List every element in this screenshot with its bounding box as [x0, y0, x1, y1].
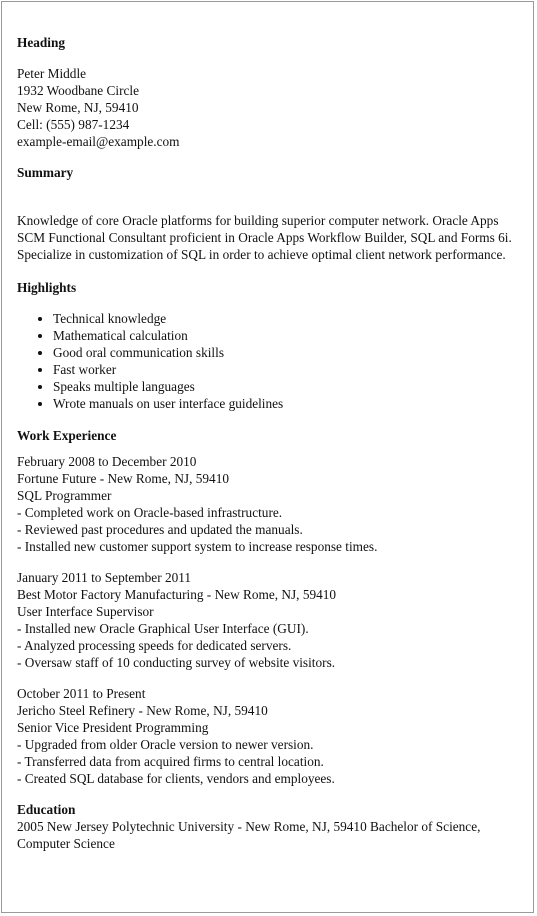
contact-city: New Rome, NJ, 59410 — [17, 100, 139, 115]
job-entry — [17, 453, 522, 555]
section-title-education: Education — [17, 802, 76, 817]
list-item: • Fast worker — [53, 361, 522, 378]
summary-text: Knowledge of core Oracle platforms for building superior computer network. Oracle Apps SCM Functional Consultant proficient in Oracle Apps Workflow Builder, SQL and Forms 6i. Specialize in customization of SQL in order to achieve optimal client network performance. — [17, 213, 512, 262]
job-dates: October 2011 to Present — [17, 686, 146, 701]
job-duty: - Upgraded from older Oracle version to newer version. — [17, 737, 314, 752]
job-duty: - Transferred data from acquired firms to central location. — [17, 754, 324, 769]
resume-content — [17, 34, 522, 852]
list-item: • Good oral communication skills — [53, 344, 522, 361]
job-duty: - Created SQL database for clients, vendors and employees. — [17, 771, 335, 786]
job-company: Fortune Future - New Rome, NJ, 59410 — [17, 471, 229, 486]
section-heading — [17, 34, 522, 150]
job-company: Jericho Steel Refinery - New Rome, NJ, 59410 — [17, 703, 268, 718]
resume-page — [1, 1, 534, 913]
job-role: Senior Vice President Programming — [17, 720, 209, 735]
section-education — [17, 801, 522, 852]
job-company: Best Motor Factory Manufacturing - New Rome, NJ, 59410 — [17, 587, 337, 602]
job-duty: - Completed work on Oracle-based infrastructure. — [17, 505, 283, 520]
section-highlights — [17, 279, 522, 412]
contact-name: Peter Middle — [17, 66, 87, 81]
section-summary — [17, 164, 522, 263]
list-item: • Technical knowledge — [53, 310, 522, 327]
job-role: SQL Programmer — [17, 488, 112, 503]
contact-street: 1932 Woodbane Circle — [17, 83, 140, 98]
education-text: 2005 New Jersey Polytechnic University - New Rome, NJ, 59410 Bachelor of Science, Computer Science — [17, 819, 481, 851]
section-title-summary: Summary — [17, 165, 74, 180]
list-item: • Speaks multiple languages — [53, 378, 522, 395]
job-dates: January 2011 to September 2011 — [17, 570, 192, 585]
job-role: User Interface Supervisor — [17, 604, 154, 619]
job-duty: - Oversaw staff of 10 conducting survey of website visitors. — [17, 655, 336, 670]
section-work-experience — [17, 427, 522, 787]
job-duty: - Installed new Oracle Graphical User Interface (GUI). — [17, 621, 309, 636]
job-duty: - Reviewed past procedures and updated the manuals. — [17, 522, 303, 537]
job-duty: - Installed new customer support system to increase response times. — [17, 539, 378, 554]
contact-cell: Cell: (555) 987-1234 — [17, 117, 130, 132]
list-item: • Mathematical calculation — [53, 327, 522, 344]
section-title-heading: Heading — [17, 35, 66, 50]
job-entry — [17, 569, 522, 671]
highlights-list — [17, 310, 522, 412]
list-item: • Wrote manuals on user interface guidelines — [53, 395, 522, 412]
job-dates: February 2008 to December 2010 — [17, 454, 197, 469]
section-title-work: Work Experience — [17, 428, 117, 443]
job-duty: - Analyzed processing speeds for dedicated servers. — [17, 638, 292, 653]
section-title-highlights: Highlights — [17, 280, 77, 295]
contact-email: example-email@example.com — [17, 134, 180, 149]
job-entry — [17, 685, 522, 787]
